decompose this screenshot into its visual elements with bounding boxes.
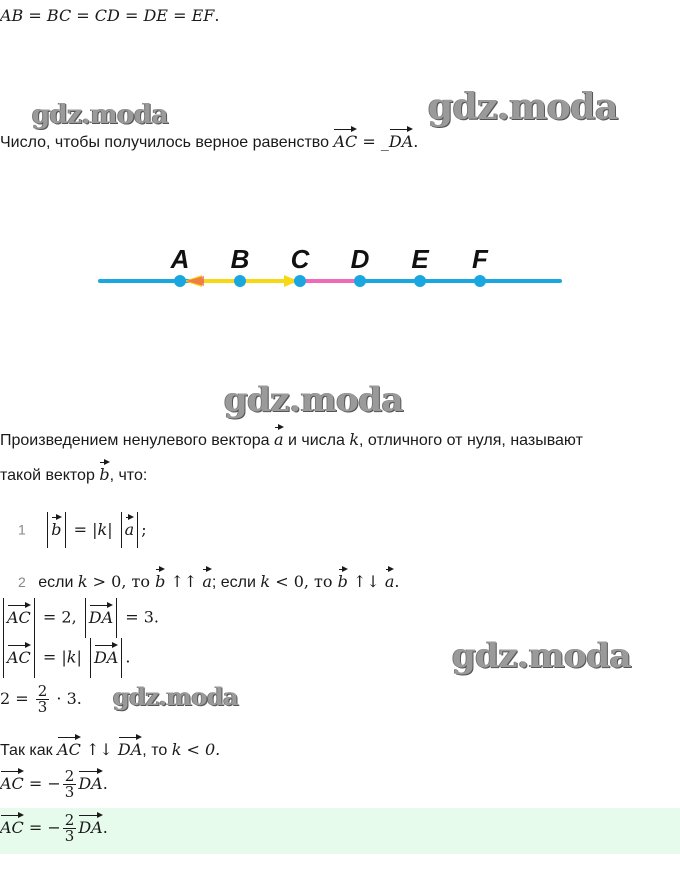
watermark: gdz.moda — [113, 682, 239, 711]
point-d — [354, 275, 366, 287]
direction-line: Так как AC ↑↓ DA, то k < 0. — [0, 734, 220, 760]
label-a: A — [170, 244, 190, 274]
definition-line-1: Произведением ненулевого вектора a и числа k, отличного от нуля, называют — [0, 424, 583, 450]
point-f — [474, 275, 486, 287]
lengths-k-line: AC = |k| DA . — [0, 638, 130, 678]
answer-line: AC = − $\frac{2}{3}$ DA. — [0, 811, 108, 845]
point-e — [414, 275, 426, 287]
watermark: gdz.moda — [224, 380, 404, 420]
result-line: AC = − $\frac{2}{3}$ DA. — [0, 767, 108, 801]
watermark: gdz.moda — [452, 636, 632, 676]
label-d: D — [350, 244, 370, 274]
numeric-equation: 2 = $\frac{2}{3}$ · 3. — [0, 682, 82, 716]
point-b — [234, 275, 246, 287]
label-e: E — [411, 244, 429, 274]
list-item-2: 2 если k > 0, то b ↑↑ a; если k < 0, то b ↑↓ a. — [18, 566, 400, 592]
label-c: C — [290, 244, 310, 274]
definition-line-2: такой вектор b, что: — [0, 459, 147, 485]
equalities-line: AB = BC = CD = DE = EF. — [0, 6, 220, 25]
task-line: Число, чтобы получилось верное равенство AC = _DA. — [0, 126, 418, 152]
label-b: B — [230, 244, 250, 274]
point-c — [294, 275, 306, 287]
points-line-figure — [0, 230, 680, 310]
lengths-line: AC = 2, DA = 3. — [0, 598, 159, 638]
point-a — [174, 275, 186, 287]
watermark: gdz.moda — [428, 86, 618, 128]
list-item-1: 1 b = |k| a ; — [18, 512, 147, 548]
watermark: gdz.moda — [32, 100, 169, 130]
label-f: F — [472, 244, 488, 274]
